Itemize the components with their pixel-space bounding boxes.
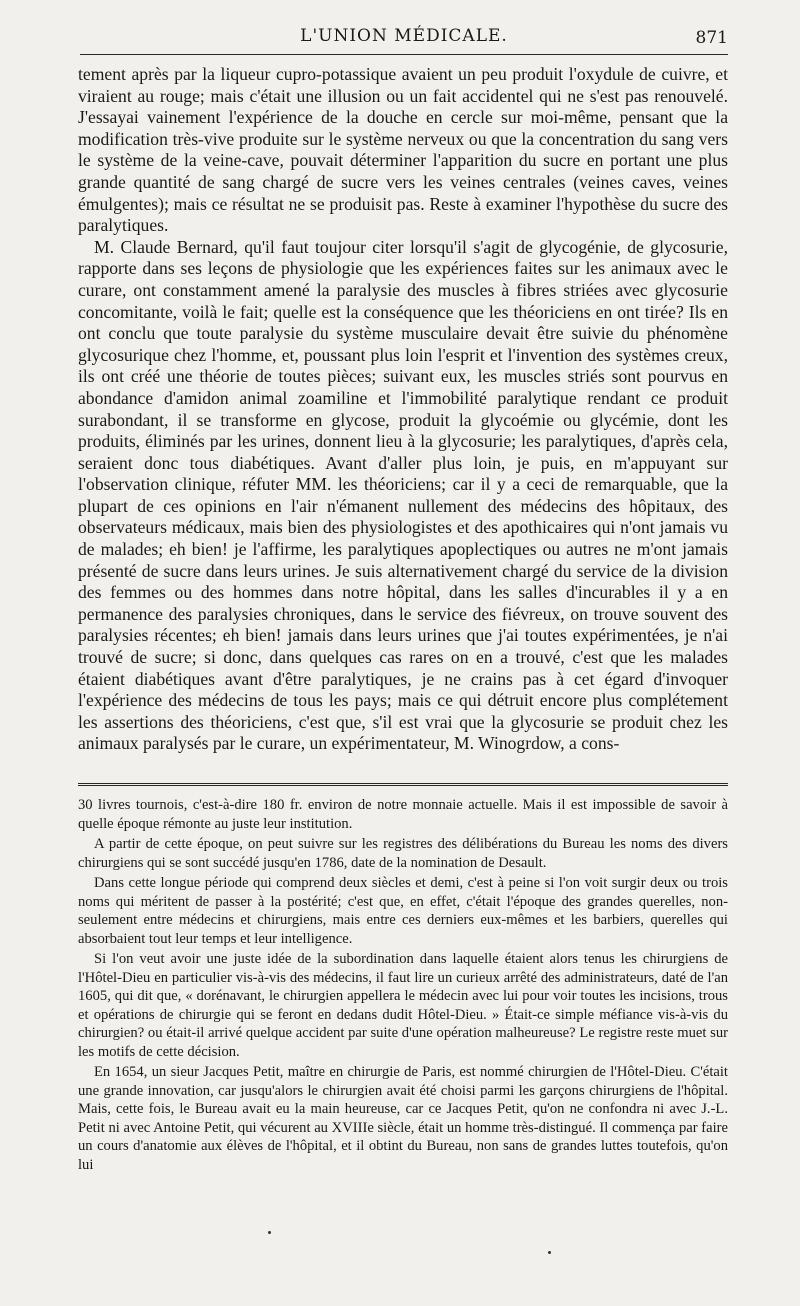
main-text bbox=[78, 64, 728, 755]
footnote-rule bbox=[78, 783, 728, 786]
footnote-paragraph: Dans cette longue période qui comprend deux siècles et demi, c'est à peine si l'on voit surgir deux ou trois noms qui méritent de passer à la postérité; c'est que, en effet, c'était l'époque des grandes querelles, non-seulement entre médecins et chirurgiens, mais entre ces derniers eux-mêmes et les barbiers, querelles qui absorbaient tout leur temps et leur intelligence. bbox=[78, 875, 728, 947]
footnote-paragraph: En 1654, un sieur Jacques Petit, maître en chirurgie de Paris, est nommé chirurgien de l'Hôtel-Dieu. C'était une grande innovation, car jusqu'alors le chirurgien avait été choisi parmi les garçons chirurgiens de l'hôpital. Mais, cette fois, le Bureau avait eu la main heureuse, car ce Jacques Petit, qu'on ne confondra ni avec J.-L. Petit ni avec Antoine Petit, qui vécurent au XVIIIe siècle, était un homme très-distingué. Il commença par faire un cours d'anatomie aux élèves de l'hôpital, et il obtint du Bureau, non sans de grandes luttes toutefois, qu'on lui bbox=[78, 1064, 728, 1173]
page-header bbox=[80, 26, 728, 50]
main-paragraph: M. Claude Bernard, qu'il faut toujour citer lorsqu'il s'agit de glycogénie, de glycosurie, rapporte dans ses leçons de physiologie que les expériences faites sur les animaux avec le curare, ont constamment amené la paralysie des muscles à fibres striées avec glycosurie concomitante, voilà le fait; quelle est la conséquence que les théoriciens en ont tirée? Ils en ont conclu que toute paralysie du système musculaire devait être suivie du phénomène glycosurique chez l'homme, et, poussant plus loin l'esprit et l'invention des systèmes creux, ils ont créé une théorie de toutes pièces; suivant eux, les muscles striés sont pourvus en abondance d'amidon animal zoamiline et l'immobilité paralytique rendant ce produit surabondant, il se transforme en glycose, produit la glycoémie ou glycémie, dont les produits, éliminés par les urines, donnent lieu à la glycosurie; les paralytiques, d'après cela, seraient donc tous diabétiques. Avant d'aller plus loin, je puis, en m'appuyant sur l'observation clinique, réfuter MM. les théoriciens; car il y a ceci de remarquable, que la plupart de ces opinions en l'air n'émanent nullement des médecins des hôpitaux, des observateurs médicaux, mais bien des physiologistes et des apothicaires qui n'ont jamais vu de malades; eh bien! je l'affirme, les paralytiques apoplectiques ou autres ne m'ont jamais présenté de sucre dans leurs urines. Je suis alternativement chargé du service de la division des femmes ou des hommes dans notre hôpital, dans les salles d'incurables il y a en permanence des paralysies chroniques, dans le service des fiévreux, on trouve souvent des paralysies récentes; eh bien! jamais dans leurs urines que j'ai toutes expérimentées, je n'ai trouvé de sucre; si donc, dans quelques cas rares on en a trouvé, c'est que les malades étaient diabétiques avant d'être paralytiques, je ne crains pas à cet égard d'invoquer l'expérience des médecins de tous les pays; mais ce qui détruit encore plus complétement les assertions des théoriciens, c'est que, s'il est vrai que la glycosurie se produit chez les animaux paralysés par le curare, un expérimentateur, M. Winogrdow, a cons- bbox=[78, 236, 728, 754]
footnote-paragraph: Si l'on veut avoir une juste idée de la subordination dans laquelle étaient alors tenus les chirurgiens de l'Hôtel-Dieu en particulier vis-à-vis des médecins, il faut lire un curieux arrêté des administrateurs, daté de l'an 1605, qui dit que, « dorénavant, le chirurgien appellera le médecin avec lui pour voir toutes les incisions, trous et opérations de chirurgie qui se feront en dedans dudit Hôtel-Dieu. » Était-ce simple méfiance vis-à-vis du chirurgien? ou était-il arrivé quelque accident par suite d'une opération malheureuse? Le registre reste muet sur les motifs de cette décision. bbox=[78, 951, 728, 1060]
header-rule bbox=[80, 54, 728, 55]
ink-speck bbox=[268, 1231, 271, 1234]
page-number: 871 bbox=[695, 28, 728, 48]
footnote bbox=[78, 796, 728, 1176]
main-paragraph: tement après par la liqueur cupro-potassique avaient un peu produit l'oxydule de cuivre, et viraient au rouge; mais c'était une illusion ou un fait accidentel qui ne s'est pas renouvelé. J'essayai vainement l'expérience de la douche en cercle sur moi-même, pensant que la modification très-vive produite sur le système nerveux ou que la concentration du sang vers le système de la veine-cave, pouvait déterminer l'apparition du sucre en portant une plus grande quantité de sang chargé de sucre vers les veines centrales (veines caves, veines émulgentes); mais ce résultat ne se produisit pas. Reste à examiner l'hypothèse du sucre des paralytiques. bbox=[78, 64, 728, 236]
footnote-paragraph: 30 livres tournois, c'est-à-dire 180 fr. environ de notre monnaie actuelle. Mais il est impossible de savoir à quelle époque rémonte au juste leur institution. bbox=[78, 797, 728, 832]
footnote-paragraph: A partir de cette époque, on peut suivre sur les registres des délibérations du Bureau les noms des divers chirurgiens qui se sont succédé jusqu'en 1786, date de la nomination de Desault. bbox=[78, 836, 728, 871]
running-title: L'UNION MÉDICALE. bbox=[300, 26, 508, 46]
ink-speck bbox=[548, 1251, 551, 1254]
